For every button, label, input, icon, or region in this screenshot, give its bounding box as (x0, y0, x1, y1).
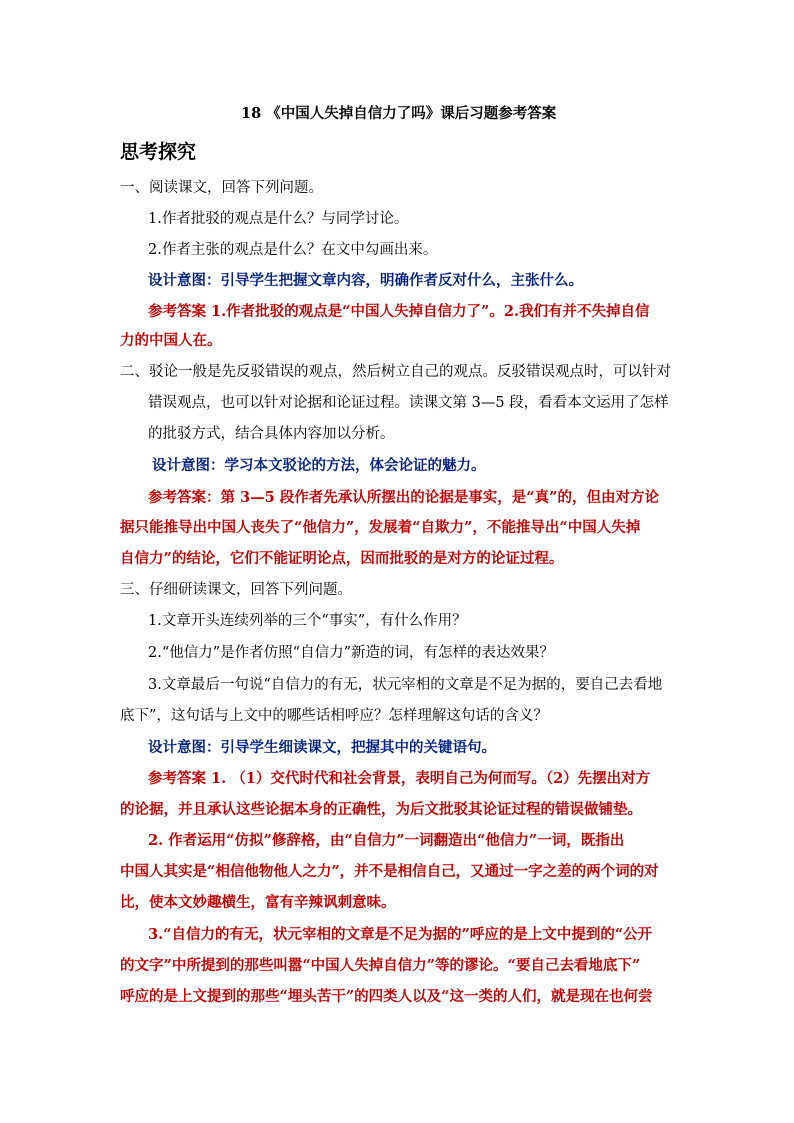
question-3-item-1: 1.文章开头连续列举的三个“事实”，有什么作用？ (148, 613, 467, 629)
document-title: 18 《中国人失掉自信力了吗》课后习题参考答案 (241, 105, 557, 122)
question-3-item-3-line-1: 3.文章最后一句说“自信力的有无，状元宰相的文章是不足为据的，要自己去看地 (148, 677, 663, 693)
question-1-heading: 一、阅读课文，回答下列问题。 (120, 180, 323, 196)
question-3-answer-3-line-3: 呼应的是上文提到的那些“埋头苦干”的四类人以及“这一类的人们，就是现在也何尝 (120, 988, 653, 1005)
question-3-answer-1-line-1: 参考答案 1. （1）交代时代和社会背景，表明自己为何而写。（2）先摆出对方 (148, 770, 651, 787)
question-3-design-intent: 设计意图：引导学生细读课文，把握其中的关键语句。 (148, 739, 496, 756)
question-3-answer-3-line-2: 的文字”中所提到的那些叫嚣“中国人失掉自信力”等的谬论。“要自己去看地底下” (120, 957, 641, 974)
question-3-answer-3-line-1: 3.“自信力的有无，状元宰相的文章是不足为据的”呼应的是上文中提到的“公开 (148, 926, 653, 943)
question-1-answer-line-2: 力的中国人在。 (120, 332, 222, 349)
question-2-answer-line-2: 据只能推导出中国人丧失了“他信力”，发展着“自欺力”，不能推导出“中国人失掉 (120, 519, 641, 536)
question-3-item-2: 2.“他信力”是作者仿照“自信力”新造的词，有怎样的表达效果？ (148, 645, 554, 661)
question-2-line-2: 错误观点，也可以针对论据和论证过程。读课文第 3—5 段，看看本文运用了怎样 (148, 395, 669, 411)
question-3-heading: 三、仔细研读课文，回答下列问题。 (120, 582, 352, 598)
question-3-answer-1-line-2: 的论据，并且承认这些论据本身的正确性，为后文批驳其论证过程的错误做铺垫。 (120, 801, 642, 818)
question-2-design-intent: 设计意图：学习本文驳论的方法，体会论证的魅力。 (152, 457, 486, 474)
question-1-item-1: 1.作者批驳的观点是什么？与同学讨论。 (148, 211, 409, 227)
question-2-line-3: 的批驳方式，结合具体内容加以分析。 (148, 426, 395, 442)
question-3-answer-2-line-3: 比，使本文妙趣横生，富有辛辣讽刺意味。 (120, 894, 396, 911)
question-1-design-intent: 设计意图：引导学生把握文章内容，明确作者反对什么，主张什么。 (148, 272, 583, 289)
question-2-answer-line-3: 自信力”的结论，它们不能证明论点，因而批驳的是对方的论证过程。 (120, 550, 564, 567)
question-2-line-1: 二、驳论一般是先反驳错误的观点，然后树立自己的观点。反驳错误观点时，可以针对 (120, 364, 671, 380)
question-1-item-2: 2.作者主张的观点是什么？在文中勾画出来。 (148, 242, 438, 258)
question-3-answer-2-line-1: 2. 作者运用“仿拟”修辞格，由“自信力”一词翻造出“他信力”一词，既指出 (148, 832, 625, 849)
question-2-answer-line-1: 参考答案：第 3—5 段作者先承认所摆出的论据是事实，是“真”的，但由对方论 (148, 489, 659, 506)
section-heading: 思考探究 (120, 141, 197, 163)
question-3-item-3-line-2: 底下”，这句话与上文中的哪些话相呼应？怎样理解这句话的含义？ (120, 708, 548, 724)
question-1-answer-line-1: 参考答案 1.作者批驳的观点是“中国人失掉自信力了”。2.我们有并不失掉自信 (148, 303, 650, 320)
question-3-answer-2-line-2: 中国人其实是“相信他物他人之力”，并不是相信自己，又通过一字之差的两个词的对 (120, 863, 659, 880)
